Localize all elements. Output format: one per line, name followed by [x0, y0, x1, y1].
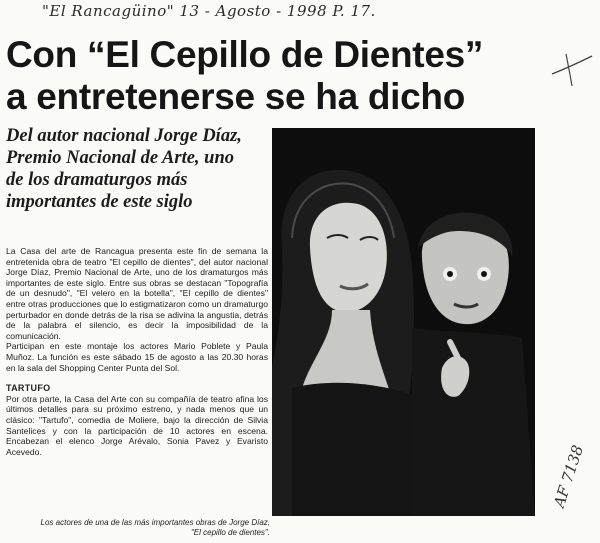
side-note-text: AF 7138 [550, 442, 587, 510]
headline-line-1: Con “El Cepillo de Dientes” [6, 34, 484, 75]
handwritten-check-mark-icon [548, 48, 594, 88]
actors-photo-illustration [272, 128, 535, 516]
photo-caption: Los actores de una de las más importantes obras de Jorge Díaz, "El cepillo de dientes". [40, 518, 270, 537]
body-paragraph: La Casa del arte de Rancagua presenta este fin de semana la entretenida obra de teatro "El cepillo de dientes", del autor nacional Jorge Díaz, Premio Nacional de Arte, uno de los dramaturgos más importantes de este siglo. Entre sus obras se destacan "Topografía de un desnudo", "El velero en la botella", "El cepillo de dientes" entre otras producciones que lo estigmatizaron como un dramaturgo perturbador en donde detrás de la risa se adivina la angustia, detrás de la palabra el silencio, es decir la imposibilidad de la comunicación. [6, 246, 268, 341]
article-headline [6, 34, 566, 118]
article-subhead: Del autor nacional Jorge Díaz, Premio Nacional de Arte, uno de los dramaturgos más importantes de este siglo [6, 126, 242, 212]
body-paragraph: Participan en este montaje los actores Mario Poblete y Paula Muñoz. La función es este sábado 15 de agosto a las 20.30 horas en la sala del Shopping Center Punta del Sol. [6, 341, 268, 373]
article-body [6, 246, 268, 457]
handwritten-source-note: "El Rancagüino" 13 - Agosto - 1998 P. 17. [42, 2, 376, 20]
section-heading: TARTUFO [6, 383, 51, 394]
body-paragraph: Por otra parte, la Casa del Arte con su compañía de teatro afina los últimos detalles para su próximo estreno, y nada menos que un clásico: "Tartufo", comedia de Moliere, bajo la dirección de Silvia Santelices y con la participación de 10 actores en escena. Encabezan el elenco Jorge Arévalo, Sonia Pavez y Evaristo Acevedo. [6, 393, 268, 457]
headline-line-2: a entretenerse se ha dicho [6, 76, 466, 117]
handwritten-side-note [548, 420, 588, 510]
actors-photo [272, 128, 535, 516]
